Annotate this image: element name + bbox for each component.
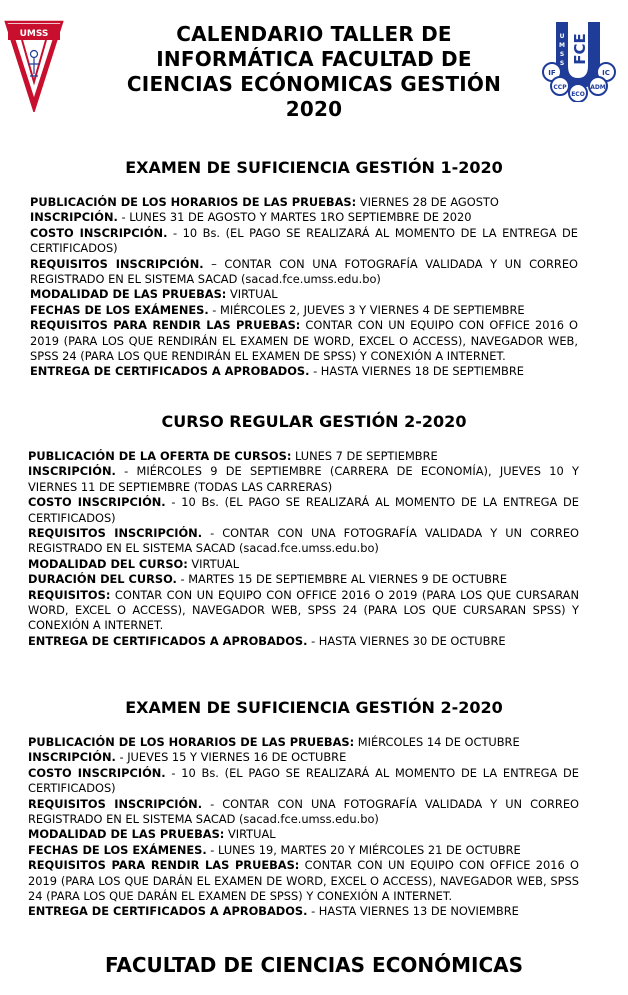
list-item: REQUISITOS INSCRIPCIÓN. - CONTAR CON UNA FOTOGRAFÍA VALIDADA Y UN CORREO REGISTRADO EN EL SISTEMA SACAD (sacad.fce.umss.edu.bo) [28, 526, 580, 556]
list-item: REQUISITOS INSCRIPCIÓN. – CONTAR CON UNA FOTOGRAFÍA VALIDADA Y UN CORREO REGISTRADO EN EL SISTEMA SACAD (sacad.fce.umss.edu.bo) [30, 256, 578, 287]
list-item: FECHAS DE LOS EXÁMENES. - LUNES 19, MARTES 20 Y MIÉRCOLES 21 DE OCTUBRE [28, 842, 521, 857]
list-item: FECHAS DE LOS EXÁMENES. - MIÉRCOLES 2, JUEVES 3 Y VIERNES 4 DE SEPTIEMBRE [30, 302, 525, 317]
list-item: PUBLICACIÓN DE LOS HORARIOS DE LAS PRUEBAS: VIERNES 28 DE AGOSTO [30, 195, 499, 209]
umss-shield-logo [4, 20, 64, 112]
section-regular-course-body [28, 449, 579, 649]
list-item: ENTREGA DE CERTIFICADOS A APROBADOS. - HASTA VIERNES 13 DE NOVIEMBRE [28, 904, 519, 919]
list-item: INSCRIPCIÓN. - MIÉRCOLES 9 DE SEPTIEMBRE (CARRERA DE ECONOMÍA), JUEVES 10 Y VIERNES 11 DE SEPTIEMBRE (TODAS LAS CARRERAS) [28, 464, 579, 494]
title-line: 2020 [285, 97, 343, 121]
list-item: INSCRIPCIÓN. - LUNES 31 DE AGOSTO Y MARTES 1RO SEPTIEMBRE DE 2020 [30, 210, 472, 225]
list-item: DURACIÓN DEL CURSO. - MARTES 15 DE SEPTIEMBRE AL VIERNES 9 DE OCTUBRE [28, 572, 508, 587]
svg-text:CCP: CCP [553, 84, 567, 91]
svg-text:S: S [559, 51, 565, 58]
svg-text:ECO: ECO [571, 91, 585, 98]
list-item: INSCRIPCIÓN. - JUEVES 15 Y VIERNES 16 DE OCTUBRE [28, 750, 347, 765]
list-item: COSTO INSCRIPCIÓN. - 10 Bs. (EL PAGO SE REALIZARÁ AL MOMENTO DE LA ENTREGA DE CERTIFICADOS) [28, 765, 579, 796]
svg-text:ADM: ADM [590, 84, 606, 91]
svg-text:FCE: FCE [571, 33, 589, 65]
svg-text:IC: IC [602, 69, 610, 77]
svg-text:U: U [559, 33, 565, 40]
svg-text:M: M [559, 42, 565, 49]
list-item: COSTO INSCRIPCIÓN. - 10 Bs. (EL PAGO SE REALIZARÁ AL MOMENTO DE LA ENTREGA DE CERTIFICADOS) [30, 225, 578, 256]
list-item: ENTREGA DE CERTIFICADOS A APROBADOS. - HASTA VIERNES 30 DE OCTUBRE [28, 633, 506, 648]
section-title-regular-course: CURSO REGULAR GESTIÓN 2-2020 [161, 412, 467, 431]
footer-faculty-name: FACULTAD DE CIENCIAS ECONÓMICAS [104, 953, 524, 977]
section-title-exam-1: EXAMEN DE SUFICIENCIA GESTIÓN 1-2020 [125, 158, 503, 177]
svg-text:IF: IF [548, 69, 556, 77]
title-line: CIENCIAS ECÓNOMICAS GESTIÓN [126, 72, 502, 96]
umss-logo-text: UMSS [19, 29, 49, 39]
list-item: PUBLICACIÓN DE LOS HORARIOS DE LAS PRUEBAS: MIÉRCOLES 14 DE OCTUBRE [28, 735, 520, 749]
section-title-exam-2: EXAMEN DE SUFICIENCIA GESTIÓN 2-2020 [125, 698, 503, 717]
list-item: REQUISITOS PARA RENDIR LAS PRUEBAS: CONTAR CON UN EQUIPO CON OFFICE 2016 O 2019 (PARA LOS QUE RENDIRÁN EL EXAMEN DE WORD, EXCEL O ACCESS), NAVEGADOR WEB, SPSS 24 (PARA LOS QUE RENDIRÁN EL EXAMEN DE SPSS) Y CONEXIÓN A INTERNET. [30, 318, 579, 364]
list-item: REQUISITOS: CONTAR CON UN EQUIPO CON OFFICE 2016 O 2019 (PARA LOS QUE CURSARAN WORD, EXCEL O ACCESS), NAVEGADOR WEB, SPSS 24 (PARA LOS QUE CURSARAN SPSS) Y CONEXIÓN A INTERNET. [28, 587, 579, 633]
list-item: REQUISITOS INSCRIPCIÓN. - CONTAR CON UNA FOTOGRAFÍA VALIDADA Y UN CORREO REGISTRADO EN EL SISTEMA SACAD (sacad.fce.umss.edu.bo) [28, 796, 580, 827]
umss-shield-icon [4, 20, 64, 112]
section-exam-1-body [30, 195, 578, 380]
title-line: INFORMÁTICA FACULTAD DE [156, 47, 472, 71]
list-item: MODALIDAD DE LAS PRUEBAS: VIRTUAL [30, 287, 278, 302]
page-title [70, 22, 558, 122]
list-item: REQUISITOS PARA RENDIR LAS PRUEBAS: CONTAR CON UN EQUIPO CON OFFICE 2016 O 2019 (PARA LOS QUE DARÁN EL EXAMEN DE WORD, EXCEL O ACCESS), NAVEGADOR WEB, SPSS 24 (PARA LOS QUE DARÁN EL EXAMEN DE SPSS) Y CONEXIÓN A INTERNET. [28, 858, 580, 904]
section-exam-2-body [28, 735, 579, 920]
list-item: COSTO INSCRIPCIÓN. - 10 Bs. (EL PAGO SE REALIZARÁ AL MOMENTO DE LA ENTREGA DE CERTIFICADOS) [28, 495, 579, 525]
list-item: ENTREGA DE CERTIFICADOS A APROBADOS. - HASTA VIERNES 18 DE SEPTIEMBRE [30, 364, 524, 379]
list-item: MODALIDAD DE LAS PRUEBAS: VIRTUAL [28, 827, 276, 842]
list-item: PUBLICACIÓN DE LA OFERTA DE CURSOS: LUNES 7 DE SEPTIEMBRE [28, 449, 438, 463]
svg-text:S: S [559, 60, 565, 67]
list-item: MODALIDAD DEL CURSO: VIRTUAL [28, 556, 240, 571]
title-line: CALENDARIO TALLER DE [176, 22, 452, 46]
